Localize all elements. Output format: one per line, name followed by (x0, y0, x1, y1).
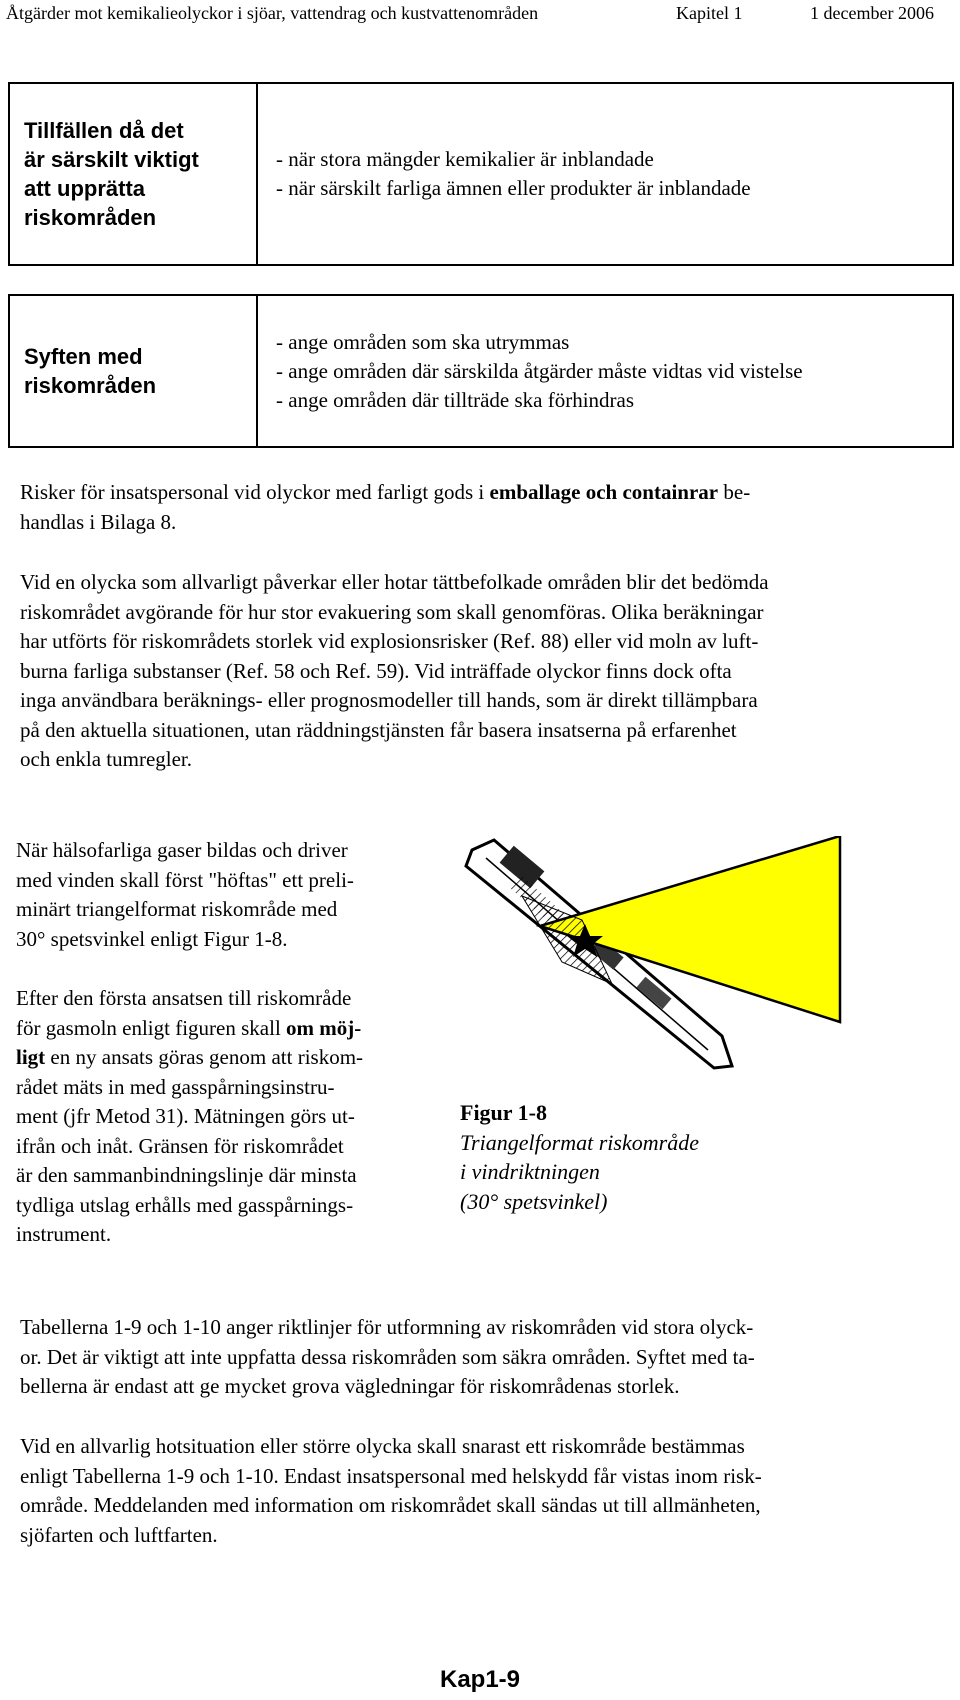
text-line: har utförts för riskområdets storlek vid explosionsrisker (Ref. 88) eller vid moln av luft- (20, 629, 759, 653)
header-title: Åtgärder mot kemikalieolyckor i sjöar, vattendrag och kustvattenområden (6, 3, 539, 23)
text-line: inga användbara beräknings- eller prognosmodeller till hands, som är direkt tillämpbara (20, 688, 758, 712)
text-line: instrument. (16, 1222, 112, 1246)
page-number: Kap1-9 (439, 1666, 521, 1693)
text-span: be- (718, 480, 751, 504)
paragraph-threat (20, 1432, 762, 1550)
text-line: sjöfarten och luftfarten. (20, 1522, 218, 1547)
occasions-label-line: Tillfällen då det (24, 118, 184, 143)
paragraph-packaging (20, 478, 750, 537)
text-line: ment (jfr Metod 31). Mätningen görs ut- (16, 1104, 355, 1128)
occasions-label-line: är särskilt viktigt (24, 147, 199, 172)
paragraph-tables (20, 1313, 755, 1402)
text-line: Vid en allvarlig hotsituation eller större olycka skall snarast ett riskområde bestämmas (20, 1434, 745, 1458)
purposes-box (8, 294, 954, 448)
header-date: 1 december 2006 (810, 3, 934, 23)
text-span: Risker för insatspersonal vid olyckor med farligt gods i (20, 480, 490, 504)
text-line: Efter den första ansatsen till riskområde (16, 986, 352, 1010)
occasions-label (10, 84, 258, 264)
purposes-label-line: Syften med (24, 344, 143, 369)
text-line: enligt Tabellerna 1-9 och 1-10. Endast insatspersonal med helskydd får vistas inom risk- (20, 1463, 762, 1488)
figure-caption-line: (30° spetsvinkel) (460, 1188, 608, 1214)
occasions-box (8, 82, 954, 266)
text-line: Vid en olycka som allvarligt påverkar eller hotar tättbefolkade områden blir det bedömda (20, 570, 769, 594)
figure-caption-line: Triangelformat riskområde (460, 1129, 699, 1155)
purposes-label-line: riskområden (24, 373, 157, 398)
figure-number: Figur 1-8 (460, 1100, 547, 1125)
text-span: en ny ansats göras genom att riskom- (45, 1045, 364, 1069)
paragraph-gas-triangle (16, 836, 354, 954)
header-chapter: Kapitel 1 (676, 3, 743, 23)
figure-caption (460, 1098, 699, 1216)
text-line: 30° spetsvinkel enligt Figur 1-8. (16, 926, 288, 951)
list-item: - ange områden som ska utrymmas (276, 329, 570, 354)
occasions-list (258, 84, 952, 264)
figure-caption-line: i vindriktningen (460, 1159, 600, 1184)
paragraph-measurement (16, 984, 363, 1250)
text-line: är den sammanbindningslinje där minsta (16, 1163, 357, 1187)
list-item: - ange områden där särskilda åtgärder måste vidtas vid vistelse (276, 358, 803, 383)
purposes-label (10, 296, 258, 446)
text-line: på den aktuella situationen, utan räddningstjänsten får basera insatserna på erfarenhet (20, 717, 737, 742)
purposes-list (258, 296, 952, 446)
text-line: Tabellerna 1-9 och 1-10 anger riktlinjer för utformning av riskområden vid stora olyck- (20, 1315, 754, 1339)
text-line: or. Det är viktigt att inte uppfatta dessa riskområden som säkra områden. Syftet med ta- (20, 1344, 755, 1369)
text-line: ifrån och inåt. Gränsen för riskområdet (16, 1133, 344, 1158)
occasions-label-line: att upprätta (24, 176, 145, 201)
text-line: tydliga utslag erhålls med gasspårnings- (16, 1192, 354, 1217)
text-line: bellerna är endast att ge mycket grova vägledningar för riskområdenas storlek. (20, 1374, 680, 1398)
bold-text: om möj- (286, 1015, 362, 1040)
text-span: för gasmoln enligt figuren skall (16, 1015, 287, 1040)
list-item: - när stora mängder kemikalier är inblandade (276, 147, 654, 171)
bold-text: emballage och containrar (489, 480, 719, 504)
bold-text: ligt (16, 1045, 46, 1069)
paragraph-evacuation (20, 568, 769, 775)
text-line: rådet mäts in med gasspårningsinstru- (16, 1074, 335, 1099)
ship-risk-zone-figure (462, 836, 960, 1096)
text-line: minärt triangelformat riskområde med (16, 897, 338, 921)
list-item: - när särskilt farliga ämnen eller produkter är inblandade (276, 176, 751, 200)
text-line: och enkla tumregler. (20, 747, 193, 771)
list-item: - ange områden där tillträde ska förhindras (276, 387, 635, 412)
occasions-label-line: riskområden (24, 205, 157, 230)
text-line: burna farliga substanser (Ref. 58 och Ref. 59). Vid inträffade olyckor finns dock ofta (20, 658, 732, 683)
text-line: När hälsofarliga gaser bildas och driver (16, 838, 348, 862)
text-line: område. Meddelanden med information om riskområdet skall sändas ut till allmänheten, (20, 1493, 761, 1517)
text-line: riskområdet avgörande för hur stor evakuering som skall genomföras. Olika beräkningar (20, 599, 764, 624)
text-line: med vinden skall först "höftas" ett preli- (16, 867, 354, 892)
text-line: handlas i Bilaga 8. (20, 509, 177, 534)
